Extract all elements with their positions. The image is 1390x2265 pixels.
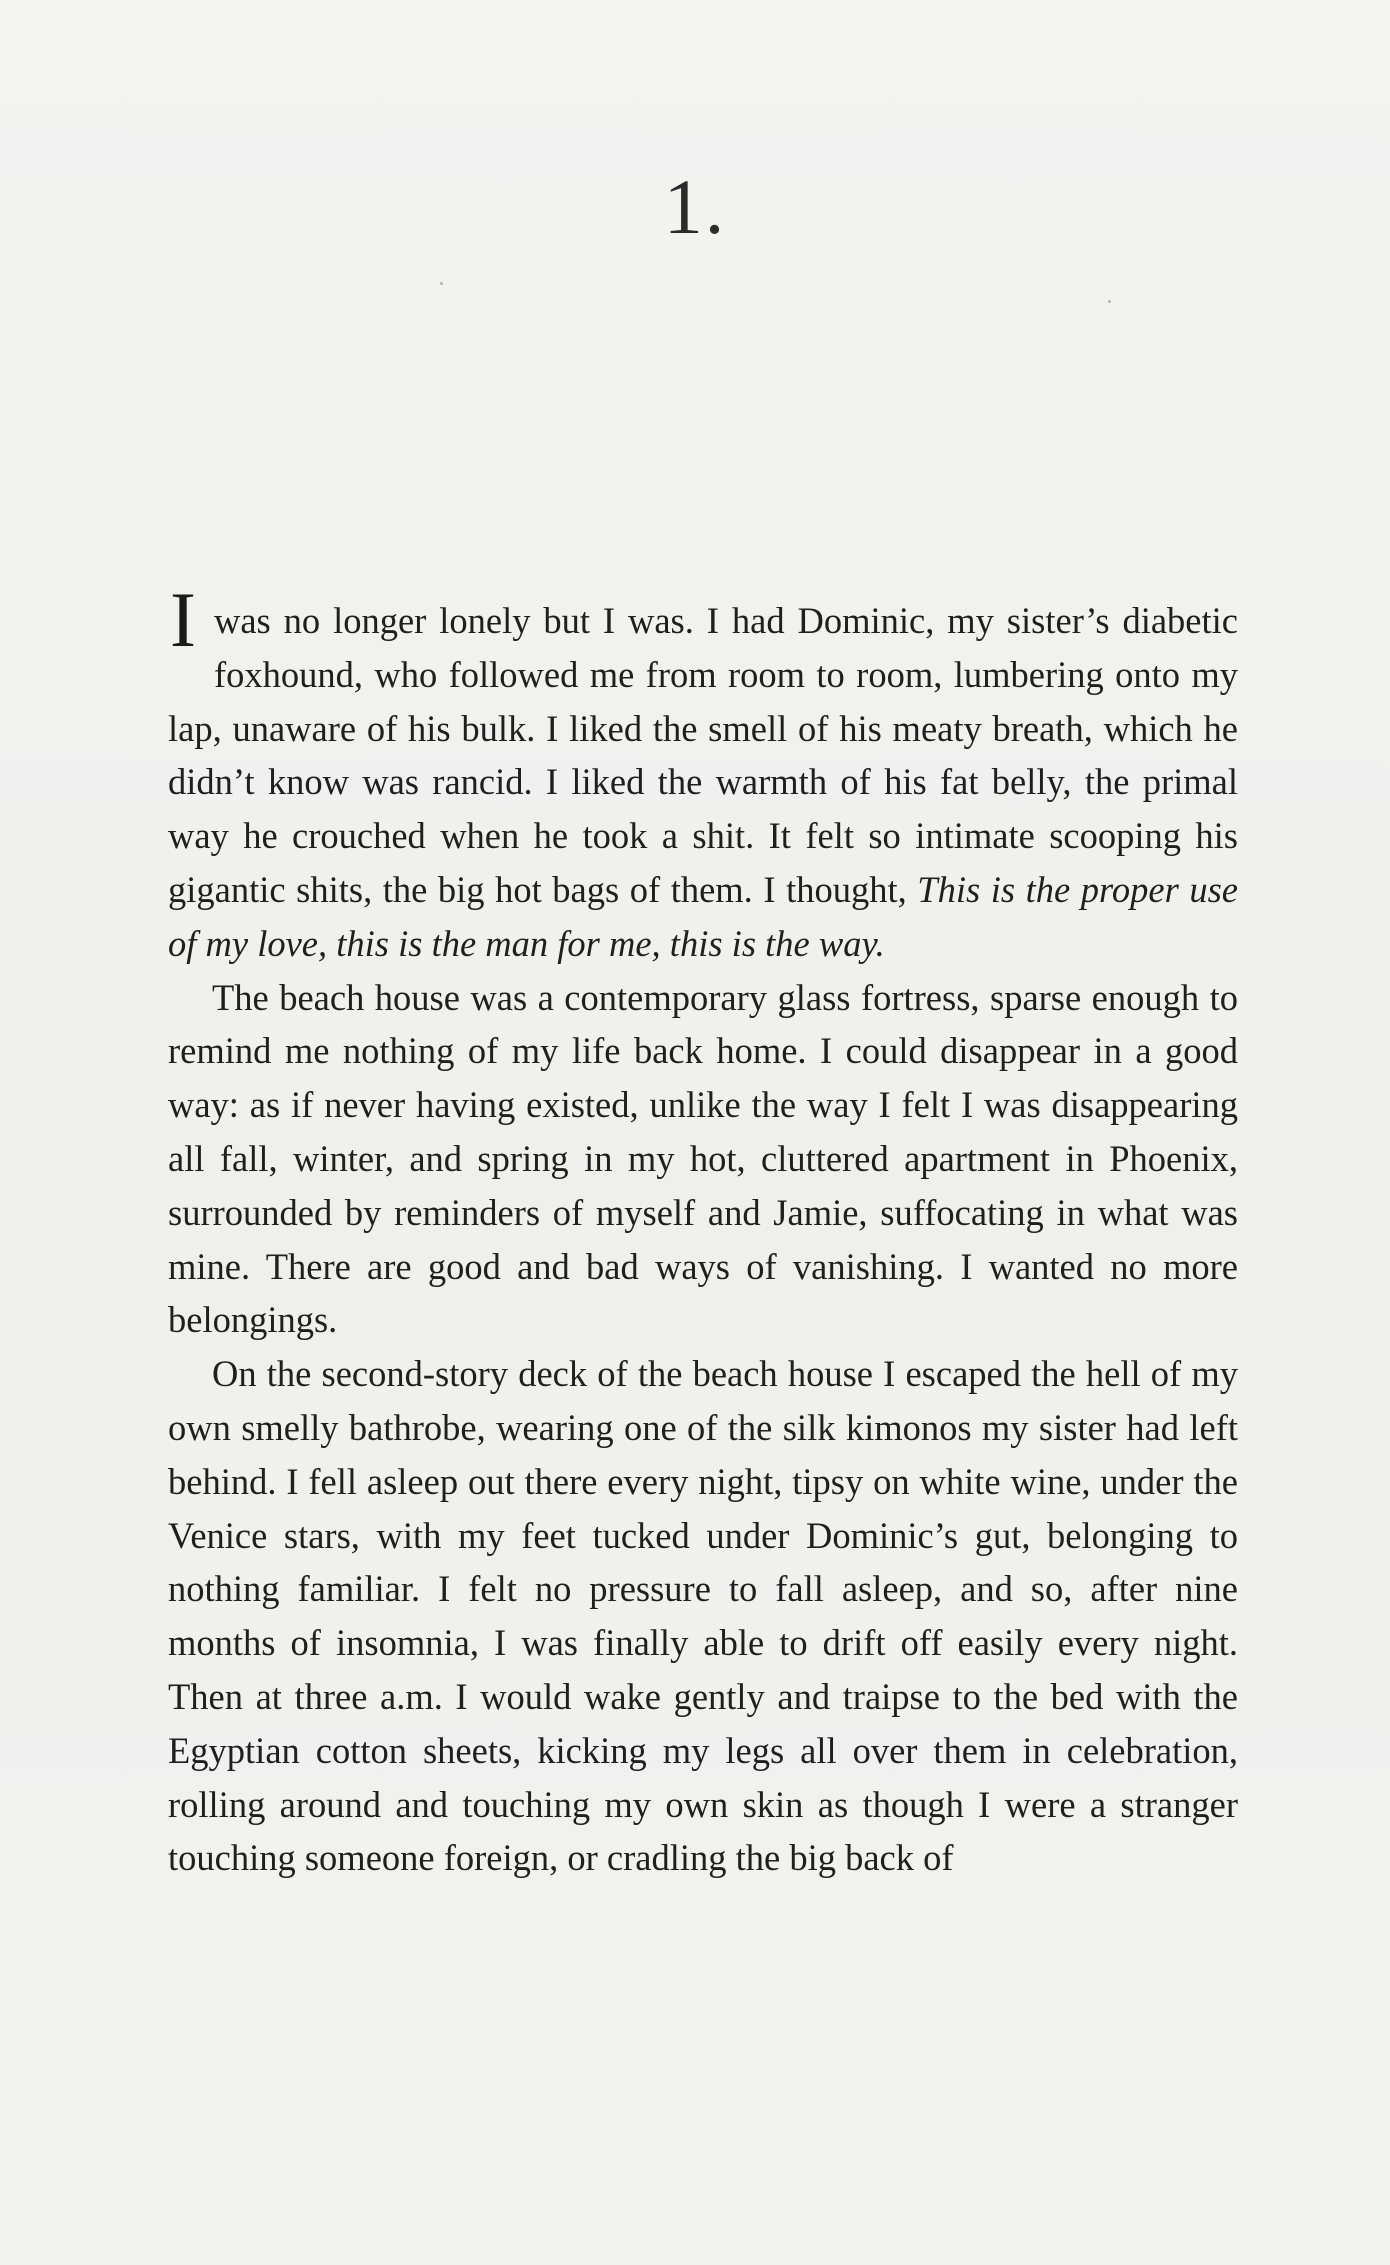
paragraph-2: The beach house was a contemporary glass fortress, sparse enough to remind me nothing of my life back home. I could disappear in a good way: as if never having existed, unlike the way I felt I was disappearing all fall, winter, and spring in my hot, cluttered apartment in Phoenix, surrounded by reminders of myself and Jamie, suffocating in what was mine. There are good and bad ways of vanishing. I wanted no more belongings. — [168, 976, 1238, 1341]
paragraph-3: On the second-story deck of the beach house I escaped the hell of my own smelly bathrobe, wearing one of the silk kimonos my sister had left behind. I fell asleep out there every night, tipsy on white wine, under the Venice stars, with my feet tucked under Dominic’s gut, belonging to nothing familiar. I felt no pressure to fall asleep, and so, after nine months of insomnia, I was finally able to drift off easily every night. Then at three a.m. I would wake gently and traipse to the bed with the Egyptian cotton sheets, kicking my legs all over them in celebration, rolling around and touching my own skin as though I were a stranger touching someone foreign, or cradling the big back of — [168, 1353, 1238, 1879]
chapter-number: 1. — [663, 163, 727, 250]
paper-speck — [1108, 300, 1111, 303]
paragraph-1-text: was no longer lonely but I was. I had Dominic, my sister’s diabetic foxhound, who followed me from room to room, lumbering onto my lap, unaware of his bulk. I liked the smell of his meaty breath, which he didn’t know was rancid. I liked the warmth of his fat belly, the primal way he crouched when he took a shit. It felt so intimate scooping his gigantic shits, the big hot bags of them. I thought, — [168, 600, 1238, 910]
paper-speck — [440, 282, 443, 285]
paragraph-1-italic-c: for me, this is the way. — [548, 922, 885, 964]
chapter-body — [168, 576, 1238, 1885]
paragraph-1 — [168, 576, 1238, 971]
paragraph-1-italic-b: man — [485, 922, 549, 964]
paragraph-1-italic-a: This is the proper use of my love, this is the — [168, 868, 1238, 964]
drop-cap: I — [170, 576, 196, 663]
